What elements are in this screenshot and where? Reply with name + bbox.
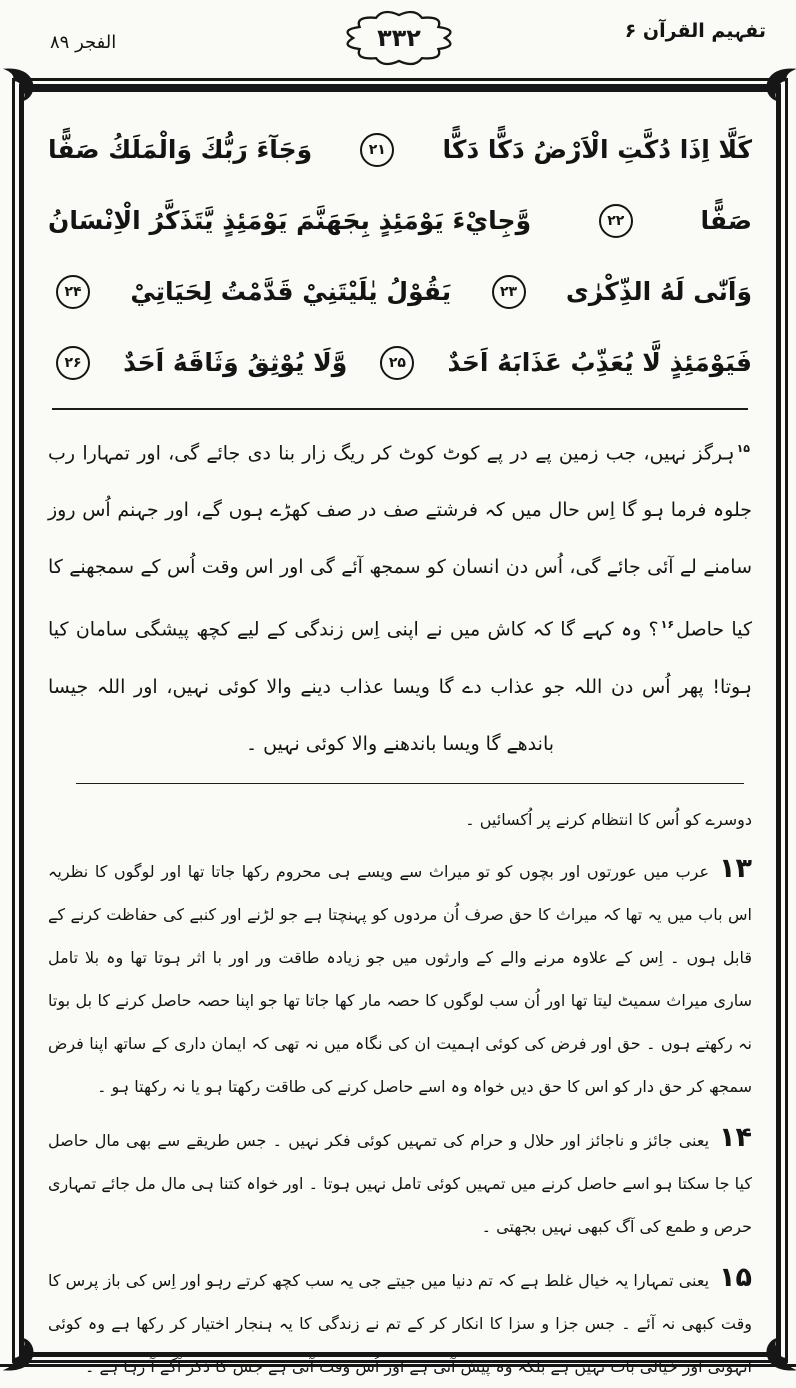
page-number-medallion [333, 2, 465, 74]
footnote-13 [48, 847, 752, 1108]
corner-ornament-bottom-right-icon [763, 1336, 796, 1372]
footnote-number: ۱۴ [719, 1121, 752, 1153]
commentary-continuation: دوسرے کو اُس کا انتظام کرنے پر اُکسائیں ۔ [465, 809, 752, 829]
verse-text: فَيَوْمَئِذٍ لَّا يُعَذِّبُ عَذَابَهُ اَحَدٌ [447, 348, 752, 377]
verse-text: وَاَنّٰى لَهُ الذِّكْرٰى [565, 277, 752, 306]
page-number: ۳۳۲ [377, 24, 421, 53]
section-divider [76, 783, 744, 784]
translation-text: ہرگز نہیں، جب زمین پے در پے کوٹ کوٹ کر ریگ زار بنا دی جائے گی، اور تمہارا رب جلوہ فرما ہو گا اِس حال میں کہ فرشتے صف در صف کھڑے ہوں گے، اور جہنم اُس روز سامنے لے آئی جائے گی، اُس دن انسان کو سمجھ آئے گی اور اس وقت اُس کے سمجھنے کا کیا حاصل [48, 442, 753, 641]
footnote-ref: ۱۶ [660, 618, 675, 632]
surah-title: الفجر ۸۹ [50, 32, 117, 53]
quran-line [48, 256, 752, 327]
translation-paragraph [48, 420, 752, 773]
footnote-number: ۱۳ [719, 852, 752, 884]
translation-text: ؟ وہ کہے گا کہ کاش میں نے اپنی اِس زندگی کے لیے کچھ پیشگی سامان کیا ہوتا! پھر اُس دن اللہ جو عذاب دے گا ویسا عذاب دینے والا کوئی نہیں، اور اللہ جیسا باندھے گا ویسا باندھنے والا کوئی نہیں ۔ [48, 618, 752, 755]
book-title: تفہیم القرآن ۶ [624, 20, 766, 42]
frame-inner-border [19, 84, 781, 1376]
verse-text: وَّجِايْءَ يَوْمَئِذٍ بِجَهَنَّمَ يَوْمَئِذٍ يَّتَذَكَّرُ الْاِنْسَانُ [48, 206, 532, 235]
quran-line [48, 114, 752, 185]
corner-ornament-bottom-left-icon [1, 1336, 37, 1372]
footnote-text: یعنی تمہارا یہ خیال غلط ہے کہ تم دنیا میں جیتے جی یہ سب کچھ کرتے رہو اور اِس کی باز پرس کا وقت کبھی نہ آئے ۔ جس جزا و سزا کا انکار کر کے تم نے زندگی کا یہ ہنجار اختیار کر رکھا ہے وہ کوئی انہونی اور خیالی بات نہیں ہے بلکہ وہ پیش آنی ہے اور اُس وقت آنی ہے جس کا ذکر آگے آ رہا ہے ۔ [48, 1270, 752, 1376]
footnote-ref: ۱۵ [736, 442, 750, 455]
verse-text: وَّلَا يُوْثِقُ وَثَاقَهُ اَحَدٌ [123, 348, 348, 377]
verse-text: كَلَّا اِذَا دُكَّتِ الْاَرْضُ دَكًّا دَكًّا [442, 135, 752, 164]
bottom-rule [0, 1364, 796, 1367]
verse-number-badge: ۲۵ [380, 346, 414, 380]
corner-ornament-top-left-icon [1, 67, 37, 103]
footnote-text: یعنی جائز و ناجائز اور حلال و حرام کی تمہیں کوئی فکر نہیں ۔ جس طریقے سے بھی مال حاصل کیا جا سکتا ہو اسے حاصل کرنے میں تمہیں کوئی تامل نہیں ہوتا ۔ اور خواہ کتنا ہی مال مل جائے تمہاری حرص و طمع کی آگ کبھی نہیں بجھتی ۔ [48, 1130, 752, 1236]
quran-line [48, 185, 752, 256]
verse-number-badge: ۲۶ [56, 346, 90, 380]
page-frame [12, 78, 788, 1376]
footnote-14 [48, 1116, 752, 1248]
verse-text: صَفًّا [700, 206, 752, 235]
verse-number-badge: ۲۳ [492, 275, 526, 309]
footnote-text: عرب میں عورتوں اور بچوں کو تو میراث سے ویسے ہی محروم رکھا جاتا تھا اور لوگوں کا نظریہ اس باب میں یہ تھا کہ میراث کا حق صرف اُن مردوں کو پہنچتا ہے جو لڑنے اور کنبے کی حفاظت کرنے کے قابل ہوں ۔ اِس کے علاوہ مرنے والے کے وارثوں میں جو زیادہ طاقت ور اور با اثر ہوتا تھا وہ بلا تامل ساری میراث سمیٹ لیتا تھا اور اُن سب لوگوں کا حصہ مار کھا جاتا تھا جو اپنا حصہ حاصل کرنے کا بل بوتا نہ رکھتے ہوں ۔ حق اور فرض کی کوئی اہمیت ان کی نگاہ میں نہ تھی کہ ایمان داری کے ساتھ اپنا فرض سمجھ کر حق دار کو اس کا حق دیں خواہ وہ اسے حاصل کرنے کی طاقت رکھتا ہو یا نہ رکھتا ہو ۔ [48, 861, 752, 1096]
verse-number-badge: ۲۴ [56, 275, 90, 309]
verse-number-badge: ۲۲ [599, 204, 633, 238]
quran-text-section [46, 106, 754, 400]
scalloped-cartouche-icon [333, 2, 465, 74]
verse-text: يَقُوْلُ يٰلَيْتَنِيْ قَدَّمْتُ لِحَيَاتِيْ [130, 277, 452, 306]
footnote-15 [48, 1256, 752, 1388]
quran-line [48, 327, 752, 398]
corner-ornament-top-right-icon [763, 67, 796, 103]
commentary-section [46, 798, 754, 1388]
verse-number-badge: ۲۱ [360, 133, 394, 167]
section-divider [52, 408, 748, 410]
footnote-number: ۱۵ [719, 1261, 752, 1293]
page-content [30, 102, 770, 1376]
verse-text: وَجَآءَ رَبُّكَ وَالْمَلَكُ صَفًّا [48, 135, 313, 164]
